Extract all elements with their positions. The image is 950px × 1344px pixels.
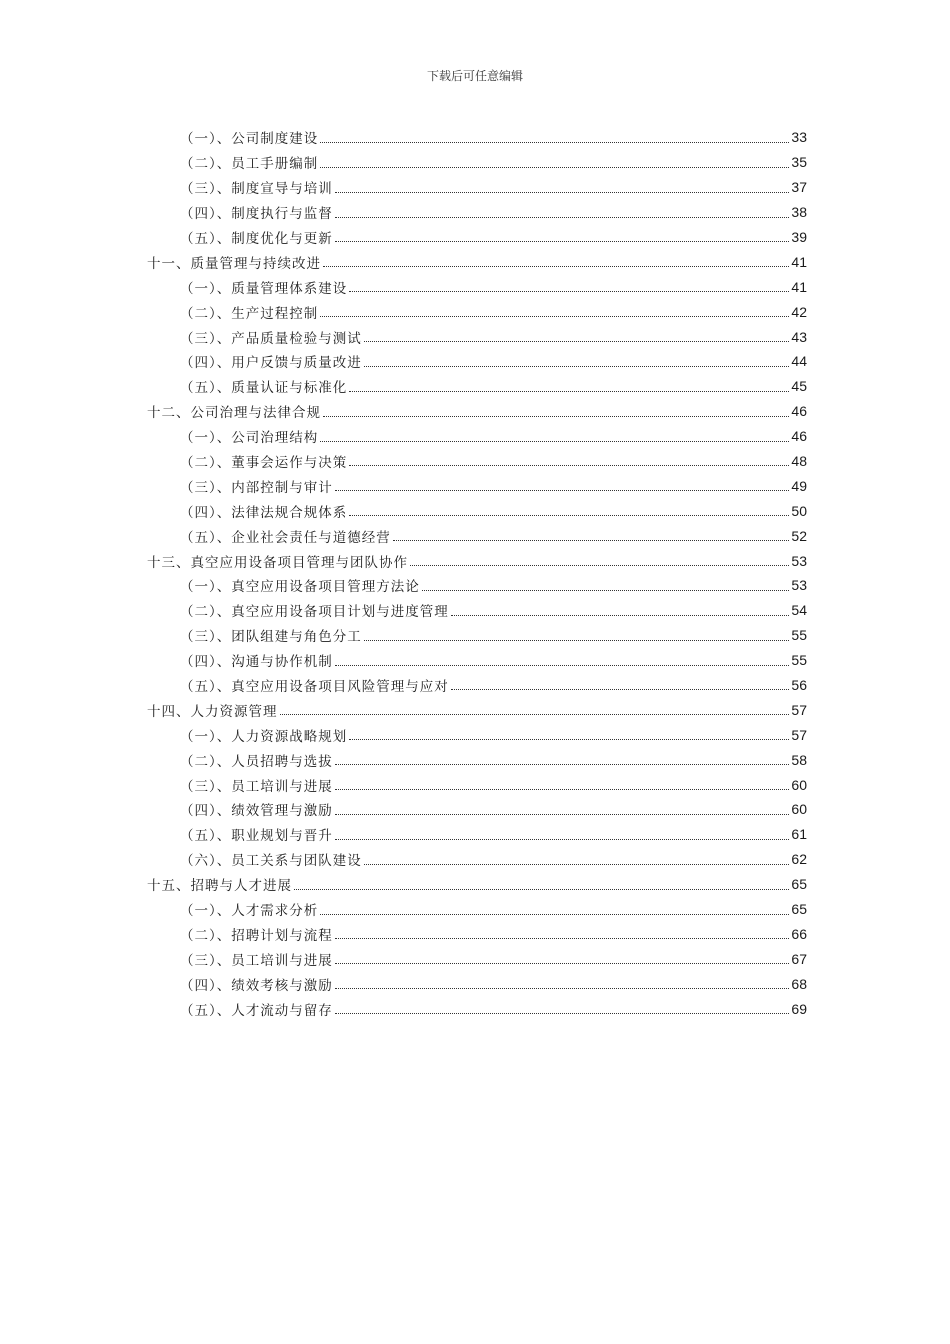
toc-section-entry[interactable]	[0, 822, 950, 847]
toc-entry-title: （一）、公司治理结构	[180, 430, 319, 447]
toc-page-number: 42	[791, 303, 807, 320]
toc-section-entry[interactable]	[0, 424, 950, 449]
toc-dot-leader	[335, 788, 790, 790]
toc-dot-leader	[335, 664, 790, 666]
toc-page-number: 46	[791, 403, 807, 420]
toc-dot-leader	[335, 838, 790, 840]
toc-section-entry[interactable]	[0, 225, 950, 250]
toc-dot-leader	[335, 763, 790, 765]
toc-chapter-entry[interactable]	[0, 872, 950, 897]
toc-page-number: 43	[791, 328, 807, 345]
toc-entry-title: （三）、内部控制与审计	[180, 479, 333, 496]
toc-page-number: 53	[791, 552, 807, 569]
toc-entry-title: （一）、人力资源战略规划	[180, 728, 348, 745]
toc-page-number: 61	[791, 826, 807, 843]
toc-entry-title: （三）、制度宣导与培训	[180, 181, 333, 198]
toc-dot-leader	[280, 713, 790, 715]
toc-page-number: 49	[791, 477, 807, 494]
toc-entry-title: （二）、董事会运作与决策	[180, 455, 348, 472]
toc-dot-leader	[294, 888, 789, 890]
toc-dot-leader	[349, 738, 789, 740]
toc-section-entry[interactable]	[0, 374, 950, 399]
toc-entry-title: 十一、质量管理与持续改进	[147, 255, 321, 272]
toc-page-number: 65	[791, 876, 807, 893]
toc-section-entry[interactable]	[0, 598, 950, 623]
toc-dot-leader	[323, 415, 789, 417]
toc-dot-leader	[349, 514, 789, 516]
toc-dot-leader	[320, 315, 789, 317]
toc-section-entry[interactable]	[0, 897, 950, 922]
toc-entry-title: （五）、制度优化与更新	[180, 231, 333, 247]
toc-entry-title: （六）、员工关系与团队建设	[180, 853, 362, 870]
toc-page-number: 56	[791, 677, 807, 694]
toc-entry-title: （四）、沟通与协作机制	[180, 654, 333, 671]
toc-page-number: 55	[791, 652, 807, 669]
toc-page-number: 41	[791, 278, 807, 295]
toc-entry-title: （四）、绩效考核与激励	[180, 977, 333, 994]
toc-entry-title: （三）、员工培训与进展	[180, 778, 333, 795]
toc-entry-title: （二）、生产过程控制	[180, 305, 319, 322]
toc-entry-title: （三）、员工培训与进展	[180, 952, 333, 969]
toc-dot-leader	[422, 589, 790, 591]
toc-dot-leader	[364, 365, 790, 367]
toc-section-entry[interactable]	[0, 349, 950, 374]
toc-entry-title: （四）、用户反馈与质量改进	[180, 355, 362, 372]
toc-page-number: 38	[791, 204, 807, 221]
toc-dot-leader	[335, 191, 790, 193]
toc-entry-title: 十四、人力资源管理	[147, 703, 278, 720]
toc-page-number: 57	[791, 726, 807, 743]
toc-page-number: 44	[791, 353, 807, 370]
toc-entry-title: 十三、真空应用设备项目管理与团队协作	[147, 554, 408, 571]
toc-entry-title: （三）、团队组建与角色分工	[180, 629, 362, 646]
toc-page-number: 66	[791, 925, 807, 942]
toc-page-number: 33	[791, 129, 807, 146]
toc-page-number: 58	[791, 751, 807, 768]
toc-dot-leader	[335, 240, 790, 242]
toc-dot-leader	[335, 489, 790, 491]
toc-section-entry[interactable]	[0, 175, 950, 200]
toc-entry-title: （四）、制度执行与监督	[180, 206, 333, 223]
toc-chapter-entry[interactable]	[0, 249, 950, 274]
toc-section-entry[interactable]	[0, 922, 950, 947]
toc-section-entry[interactable]	[0, 996, 950, 1021]
page-header: 下载后可任意编辑	[426, 69, 523, 83]
toc-dot-leader	[335, 1012, 790, 1014]
toc-entry-title: （三）、产品质量检验与测试	[180, 330, 362, 347]
toc-entry-title: （二）、真空应用设备项目计划与进度管理	[180, 604, 449, 621]
toc-section-entry[interactable]	[0, 772, 950, 797]
toc-section-entry[interactable]	[0, 274, 950, 299]
toc-dot-leader	[393, 539, 790, 541]
toc-page-number: 35	[791, 154, 807, 171]
toc-page-number: 46	[791, 428, 807, 445]
toc-dot-leader	[320, 166, 789, 168]
toc-page-number: 39	[791, 229, 807, 245]
toc-page-number: 62	[791, 851, 807, 868]
toc-entry-title: （一）、人才需求分析	[180, 903, 319, 920]
toc-dot-leader	[320, 440, 789, 442]
toc-dot-leader	[335, 937, 790, 939]
toc-section-entry[interactable]	[0, 971, 950, 996]
toc-entry-title: （四）、法律法规合规体系	[180, 504, 348, 521]
toc-entry-title: （五）、人才流动与留存	[180, 1002, 333, 1019]
toc-section-entry[interactable]	[0, 125, 950, 150]
toc-section-entry[interactable]	[0, 150, 950, 175]
toc-page-number: 52	[791, 527, 807, 544]
toc-dot-leader	[451, 688, 790, 690]
toc-entry-title: （一）、质量管理体系建设	[180, 280, 348, 297]
toc-entry-title: 十五、招聘与人才进展	[147, 878, 292, 895]
toc-section-entry[interactable]	[0, 473, 950, 498]
toc-page-number: 41	[791, 253, 807, 270]
toc-entry-title: （二）、员工手册编制	[180, 156, 319, 173]
toc-section-entry[interactable]	[0, 200, 950, 225]
toc-page-number: 65	[791, 901, 807, 918]
toc-page-number: 60	[791, 801, 807, 818]
toc-dot-leader	[320, 141, 789, 143]
toc-page-number: 37	[791, 179, 807, 196]
toc-section-entry[interactable]	[0, 648, 950, 673]
toc-entry-title: （二）、招聘计划与流程	[180, 927, 333, 944]
toc-entry-title: （五）、职业规划与晋升	[180, 828, 333, 845]
toc-section-entry[interactable]	[0, 449, 950, 474]
toc-entry-title: （一）、真空应用设备项目管理方法论	[180, 579, 420, 596]
toc-section-entry[interactable]	[0, 946, 950, 971]
toc-dot-leader	[323, 265, 789, 267]
toc-dot-leader	[364, 639, 790, 641]
toc-page-number: 55	[791, 627, 807, 644]
toc-chapter-entry[interactable]	[0, 697, 950, 722]
toc-dot-leader	[320, 913, 789, 915]
toc-dot-leader	[349, 390, 789, 392]
toc-page-number: 60	[791, 776, 807, 793]
toc-page-number: 53	[791, 577, 807, 594]
toc-entry-title: （五）、企业社会责任与道德经营	[180, 529, 391, 546]
toc-entry-title: 十二、公司治理与法律合规	[147, 405, 321, 422]
toc-dot-leader	[364, 340, 790, 342]
toc-section-entry[interactable]	[0, 324, 950, 349]
toc-page-number: 69	[791, 1000, 807, 1017]
toc-chapter-entry[interactable]	[0, 548, 950, 573]
toc-page-number: 57	[791, 701, 807, 718]
toc-page-number: 68	[791, 975, 807, 992]
toc-dot-leader	[335, 216, 790, 218]
toc-entry-title: （一）、公司制度建设	[180, 131, 319, 148]
toc-entry-title: （五）、真空应用设备项目风险管理与应对	[180, 679, 449, 696]
toc-dot-leader	[335, 813, 790, 815]
toc-section-entry[interactable]	[0, 747, 950, 772]
toc-section-entry[interactable]	[0, 573, 950, 598]
toc-dot-leader	[335, 987, 790, 989]
toc-section-entry[interactable]	[0, 498, 950, 523]
toc-section-entry[interactable]	[0, 797, 950, 822]
toc-page-number: 45	[791, 378, 807, 395]
toc-dot-leader	[349, 290, 789, 292]
toc-dot-leader	[349, 464, 789, 466]
toc-page-number: 48	[791, 453, 807, 470]
toc-dot-leader	[451, 614, 790, 616]
toc-section-entry[interactable]	[0, 299, 950, 324]
toc-page-number: 54	[791, 602, 807, 619]
toc-section-entry[interactable]	[0, 623, 950, 648]
toc-dot-leader	[364, 863, 790, 865]
toc-entry-title: （五）、质量认证与标准化	[180, 380, 348, 397]
toc-section-entry[interactable]	[0, 847, 950, 872]
toc-entry-title: （二）、人员招聘与选拔	[180, 753, 333, 770]
toc-chapter-entry[interactable]	[0, 399, 950, 424]
toc-section-entry[interactable]	[0, 523, 950, 548]
toc-section-entry[interactable]	[0, 722, 950, 747]
toc-entry-title: （四）、绩效管理与激励	[180, 803, 333, 820]
toc-dot-leader	[410, 564, 789, 566]
table-of-contents	[0, 125, 950, 1021]
toc-dot-leader	[335, 962, 790, 964]
toc-section-entry[interactable]	[0, 673, 950, 698]
toc-page-number: 67	[791, 950, 807, 967]
toc-page-number: 50	[791, 502, 807, 519]
